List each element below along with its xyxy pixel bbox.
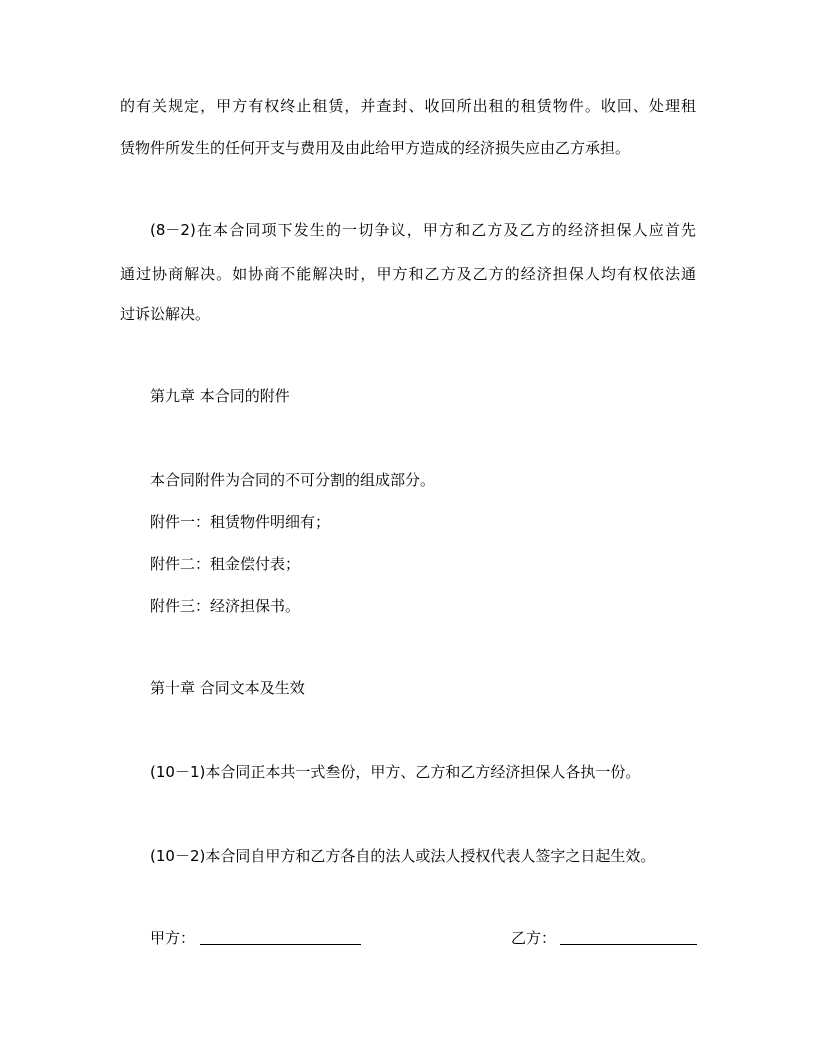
clause-8-2-line-3: 过诉讼解决。 xyxy=(120,305,211,323)
chapter-9-intro: 本合同附件为合同的不可分割的组成部分。 xyxy=(150,471,436,489)
party-b-label: 乙方： xyxy=(511,929,557,947)
paragraph-1-line-2: 赁物件所发生的任何开支与费用及由此给甲方造成的经济损失应由乙方承担。 xyxy=(120,139,631,157)
clause-8-2-line-2: 通过协商解决。如协商不能解决时，甲方和乙方及乙方的经济担保人均有权依法通 xyxy=(120,265,696,283)
clause-8-2-line-1: (8－2)在本合同项下发生的一切争议，甲方和乙方及乙方的经济担保人应首先 xyxy=(150,221,696,239)
clause-10-1: (10－1)本合同正本共一式叁份，甲方、乙方和乙方经济担保人各执一份。 xyxy=(150,763,641,781)
clause-10-2: (10－2)本合同自甲方和乙方各自的法人或法人授权代表人签字之日起生效。 xyxy=(150,847,656,865)
chapter-10-heading: 第十章 合同文本及生效 xyxy=(150,679,305,697)
party-b-signature-line xyxy=(560,944,697,945)
chapter-9-heading: 第九章 本合同的附件 xyxy=(150,387,290,405)
attachment-1: 附件一：租赁物件明细有； xyxy=(150,513,331,531)
party-a-label: 甲方： xyxy=(150,929,196,947)
party-a-signature-line xyxy=(200,944,361,945)
paragraph-1-line-1: 的有关规定，甲方有权终止租赁，并查封、收回所出租的租赁物件。收回、处理租 xyxy=(120,97,696,115)
attachment-3: 附件三：经济担保书。 xyxy=(150,597,301,615)
attachment-2: 附件二：租金偿付表； xyxy=(150,555,301,573)
